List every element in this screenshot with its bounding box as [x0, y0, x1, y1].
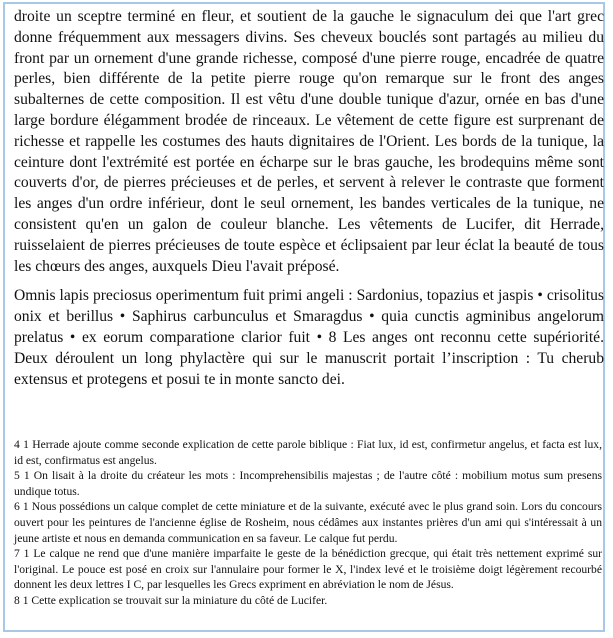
- main-text: [14, 7, 604, 390]
- footnote: 7 1 Le calque ne rend que d'une manière imparfaite le geste de la bénédiction grecque, qui était très nettement exprimé sur l'original. Le pouce est posé en croix sur l'annulaire pour former le X, l'index levé et le troisième doigt légèrement recourbé donnent les deux lettres I C, par lesquelles les Grecs expriment en abréviation le nom de Jésus.: [14, 547, 602, 592]
- footnote: 4 1 Herrade ajoute comme seconde explication de cette parole biblique : Fiat lux, id est, confirmetur angelus, et facta est lux, id est, confirmatus est angelus.: [14, 438, 602, 467]
- footnotes: [14, 437, 602, 609]
- footnote: 5 1 On lisait à la droite du créateur les mots : Incomprehensibilis majestas ; de l'autre côté : mobilium motus sum presens undique totus.: [14, 469, 602, 498]
- body-paragraph: Omnis lapis preciosus operimentum fuit primi angeli : Sardonius, topazius et jaspis • crisolitus onix et berillus • Saphirus carbunculus et Smaragdus • quia cunctis agminibus angelorum prelatus • ex eorum comparatione clarior fuit • 8 Les anges ont reconnu cette supériorité. Deux déroulent un long phylactère qui sur le manuscrit portait l’inscription : Tu cherub extensus et protegens et posui te in monte sancto dei.: [14, 287, 604, 388]
- body-paragraph: droite un sceptre terminé en fleur, et soutient de la gauche le signaculum dei que l'art grec donne fréquemment aux messagers divins. Ses cheveux bouclés sont partagés au milieu du front par un ornement d'une grande richesse, composé d'une pierre rouge, encadrée de quatre perles, bien différente de la petite pierre rouge qu'on remarque sur le front des anges subalternes de cette composition. Il est vêtu d'une double tunique d'azur, ornée en bas d'une large bordure élégamment brodée de rinceaux. Le vêtement de cette figure est surprenant de richesse et rappelle les costumes des hauts dignitaires de l'Orient. Les bords de la tunique, la ceinture dont l'extrémité est portée en écharpe sur le bras gauche, les brodequins même sont couverts d'or, de pierres précieuses et de perles, et servent à relever le contraste que forment les anges d'un ordre inférieur, dont le seul ornement, les bandes verticales de la tunique, ne consistent qu'en un galon de couleur blanche. Les vêtements de Lucifer, dit Herrade, ruisselaient de pierres précieuses de toute espèce et éclipsaient par leur éclat la beauté de tous les chœurs des anges, auxquels Dieu l'avait préposé.: [14, 8, 604, 275]
- document-page: [3, 2, 605, 632]
- footnote: 8 1 Cette explication se trouvait sur la miniature du côté de Lucifer.: [14, 593, 328, 607]
- footnote: 6 1 Nous possédions un calque complet de cette miniature et de la suivante, exécuté avec le plus grand soin. Lors du concours ouvert pour les peintures de l'ancienne église de Rosheim, nous cédâmes aux instantes prières d'un ami qui s'intéressait à un jeune artiste et nous en demanda communication en sa faveur. Le calque fut perdu.: [14, 500, 602, 545]
